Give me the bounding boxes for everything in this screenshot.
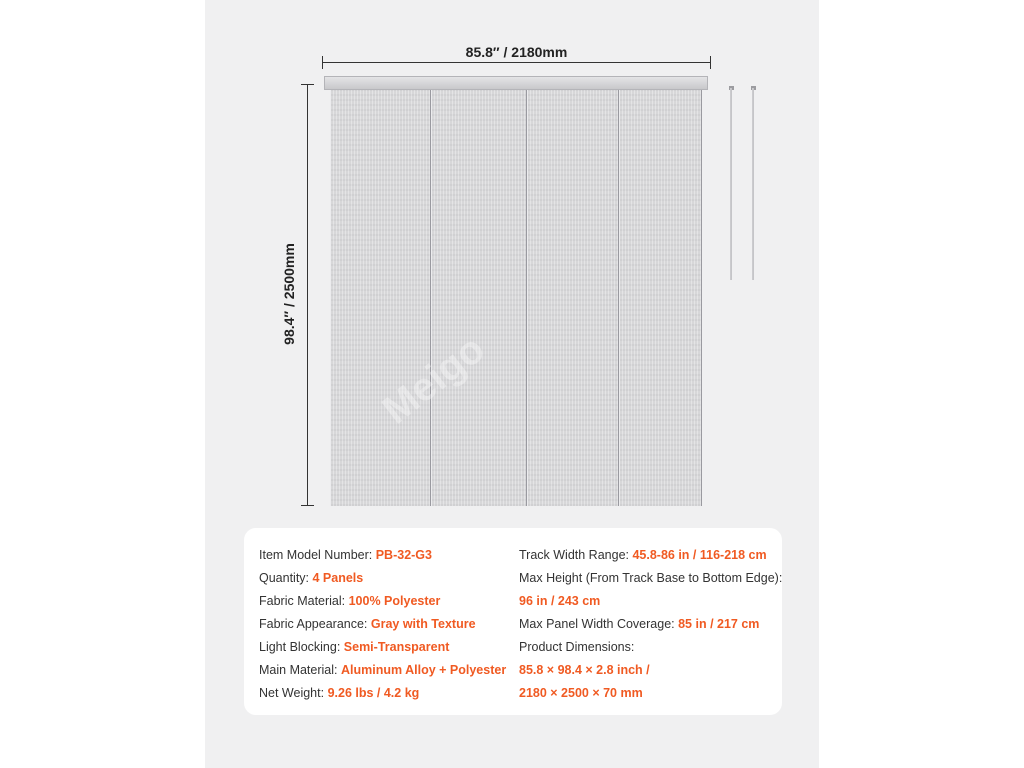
spec-label: Net Weight: [259,686,328,700]
spec-label: Track Width Range: [519,548,633,562]
spec-row [259,616,476,632]
control-wand-2 [752,88,754,280]
spec-value: 9.26 lbs / 4.2 kg [327,686,420,700]
spec-value: 96 in / 243 cm [519,594,601,608]
spec-row [519,547,767,563]
spec-row [519,593,600,609]
curtain-panel-2 [431,90,527,506]
spec-row [259,662,506,678]
spec-label: Max Height (From Track Base to Bottom Edge): [519,571,783,585]
spec-row [519,685,643,701]
spec-label: Item Model Number: [259,548,376,562]
spec-row [519,616,759,632]
spec-row [519,570,782,586]
width-dimension-tick-left [322,56,323,69]
spec-label: Quantity: [259,571,313,585]
spec-label: Fabric Material: [259,594,349,608]
spec-value: 100% Polyester [348,594,441,608]
spec-row [519,662,650,678]
spec-value: 2180 × 2500 × 70 mm [519,686,643,700]
spec-value: Gray with Texture [370,617,476,631]
spec-label: Main Material: [259,663,341,677]
spec-label: Max Panel Width Coverage: [519,617,679,631]
curtain-track [324,76,708,90]
spec-value: 4 Panels [312,571,364,585]
spec-value: 45.8-86 in / 116-218 cm [632,548,767,562]
width-dimension-label: 85.8″ / 2180mm [465,44,568,60]
panel-curtain [330,90,702,506]
spec-value: 85.8 × 98.4 × 2.8 inch / [519,663,650,677]
watermark: Meigo [374,326,493,433]
spec-row [259,593,440,609]
spec-row [259,547,432,563]
spec-row [259,639,449,655]
curtain-panel-4 [619,90,702,506]
height-dimension-tick-top [301,84,314,85]
spec-row [519,639,634,655]
specifications-card [244,528,782,715]
curtain-panel-3 [527,90,619,506]
spec-row [259,685,419,701]
spec-value: 85 in / 217 cm [678,617,760,631]
spec-value: Semi-Transparent [343,640,450,654]
height-dimension-tick-bottom [301,505,314,506]
spec-label: Light Blocking: [259,640,344,654]
height-dimension-label: 98.4″ / 2500mm [281,243,297,345]
width-dimension-tick-right [710,56,711,69]
control-wand-1 [730,88,732,280]
spec-value: Aluminum Alloy + Polyester [340,663,507,677]
spec-label: Product Dimensions: [519,640,635,654]
spec-value: PB-32-G3 [375,548,432,562]
height-dimension-line [307,84,308,505]
spec-label: Fabric Appearance: [259,617,371,631]
curtain-panel-1 [330,90,431,506]
width-dimension-line [322,62,711,63]
spec-row [259,570,363,586]
